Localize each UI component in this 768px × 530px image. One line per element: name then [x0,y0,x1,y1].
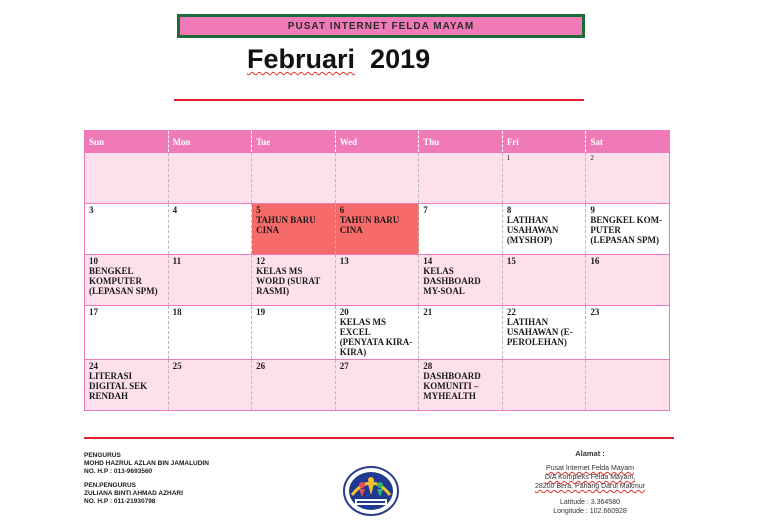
day-number: 24 [89,361,98,372]
day-number: 17 [89,307,98,317]
day-number: 27 [339,361,349,372]
day-number: 1 [506,154,511,162]
weekday-header: Sun [85,131,169,153]
pengurus-name: MOHD HAZRUL AZLAN BIN JAMALUDIN [84,460,209,467]
day-number: 2 [590,154,594,162]
weekday-header: Mon [168,131,252,153]
day-number: 20 [339,307,349,317]
organization-logo [342,465,400,517]
calendar-day-cell [419,153,503,204]
day-number: 7 [423,205,428,215]
day-number: 6 [339,205,345,215]
day-number: 10 [89,256,98,266]
calendar-day-cell [252,204,336,255]
day-number: 15 [506,256,516,266]
day-number: 26 [256,361,266,372]
day-number: 19 [256,307,266,317]
calendar-day-cell [85,306,169,360]
weekday-header: Sat [586,131,670,153]
calendar-day-cell [502,204,586,255]
calendar-day-cell [252,153,336,204]
day-event: LATIHAN USAHAWAN (E-PEROLEHAN) [506,316,573,347]
calendar-day-cell [85,153,169,204]
calendar-day-cell [502,360,586,411]
calendar-day-cell [85,204,169,255]
month-name: Februari [247,44,356,74]
address-title: Alamat : [575,449,605,458]
calendar-day-cell [252,360,336,411]
day-event: LATIHAN USAHAWAN (MYSHOP) [506,214,559,245]
calendar-day-cell [168,204,252,255]
address-line: 28200 Bera, Pahang Darul Makmur [534,483,646,490]
calendar-day-cell [419,255,503,306]
calendar-day-cell [419,204,503,255]
day-event: BENGKEL KOM-PUTER (LEPASAN SPM) [590,214,663,245]
calendar-day-cell [586,153,670,204]
weekday-header-row [85,131,670,153]
day-number: 28 [423,361,433,372]
longitude: Longitude : 102.660928 [553,508,627,515]
weekday-header: Tue [252,131,336,153]
day-number: 25 [172,361,182,372]
address-block [520,449,660,516]
banner-text: PUSAT INTERNET FELDA MAYAM [287,20,475,32]
calendar-day-cell [502,255,586,306]
calendar-day-cell [586,255,670,306]
calendar-day-cell [502,153,586,204]
calendar-week-row [85,204,670,255]
pen-pengurus-name: ZULIANA BINTI AHMAD AZHARI [84,490,183,497]
latitude: Latitude : 3.364580 [560,499,620,506]
day-number: 12 [256,256,266,266]
calendar-body [85,153,670,411]
calendar-week-row [85,360,670,411]
day-number: 8 [506,205,512,215]
day-number: 11 [172,256,182,266]
page-title [247,44,430,75]
day-event: BENGKEL KOMPUTER (LEPASAN SPM) [89,265,158,296]
day-event: DASHBOARD KOMUNITI – MYHEALTH [423,371,481,402]
calendar-day-cell [419,360,503,411]
day-event: LITERASI DIGITAL SEK RENDAH [89,371,148,402]
day-number: 4 [172,205,178,215]
calendar-day-cell [252,306,336,360]
pengurus-phone: NO. H.P : 013-9693560 [84,468,153,475]
day-number: 14 [423,256,433,266]
day-number: 3 [89,205,94,215]
calendar-table [84,130,670,411]
top-divider [174,99,584,101]
address-line: D/A Kompleks Felda Mayam, [544,474,636,481]
calendar-day-cell [168,255,252,306]
bottom-divider [84,437,674,439]
address-line: Pusat Internet Felda Mayam [546,465,634,472]
calendar-day-cell [586,306,670,360]
day-number: 5 [256,205,261,215]
calendar-day-cell [335,255,419,306]
calendar-day-cell [168,153,252,204]
calendar-day-cell [168,360,252,411]
calendar-day-cell [335,360,419,411]
calendar-day-cell [85,255,169,306]
calendar-day-cell [335,204,419,255]
day-number: 18 [172,307,182,317]
pen-pengurus-phone: NO. H.P : 011-21930798 [84,498,156,505]
pengurus-label: PENGURUS [84,452,121,459]
calendar-day-cell [168,306,252,360]
calendar-day-cell [335,306,419,360]
day-number: 13 [339,256,349,266]
calendar-week-row [85,153,670,204]
weekday-header: Wed [335,131,419,153]
day-number: 22 [506,307,516,317]
contact-block [84,452,209,506]
day-number: 9 [590,205,595,215]
day-event: TAHUN BARU CINA [256,214,316,235]
day-event: KELAS MS EXCEL (PENYATA KIRA-KIRA) [339,316,413,357]
weekday-header: Fri [502,131,586,153]
day-event: TAHUN BARU CINA [339,214,400,235]
day-number: 16 [590,256,600,266]
weekday-header: Thu [419,131,503,153]
day-event: KELAS DASHBOARD MY-SOAL [423,265,481,296]
calendar-day-cell [502,306,586,360]
header-banner [177,14,585,38]
year: 2019 [370,44,431,74]
day-number: 23 [590,307,600,317]
calendar-week-row [85,255,670,306]
day-number: 21 [423,307,433,317]
pen-pengurus-label: PEN.PENGURUS [84,482,137,489]
calendar-day-cell [335,153,419,204]
calendar-day-cell [586,360,670,411]
calendar-day-cell [586,204,670,255]
calendar-day-cell [85,360,169,411]
calendar-day-cell [252,255,336,306]
calendar-day-cell [419,306,503,360]
day-event: KELAS MS WORD (SURAT RASMI) [256,265,321,296]
calendar-week-row [85,306,670,360]
